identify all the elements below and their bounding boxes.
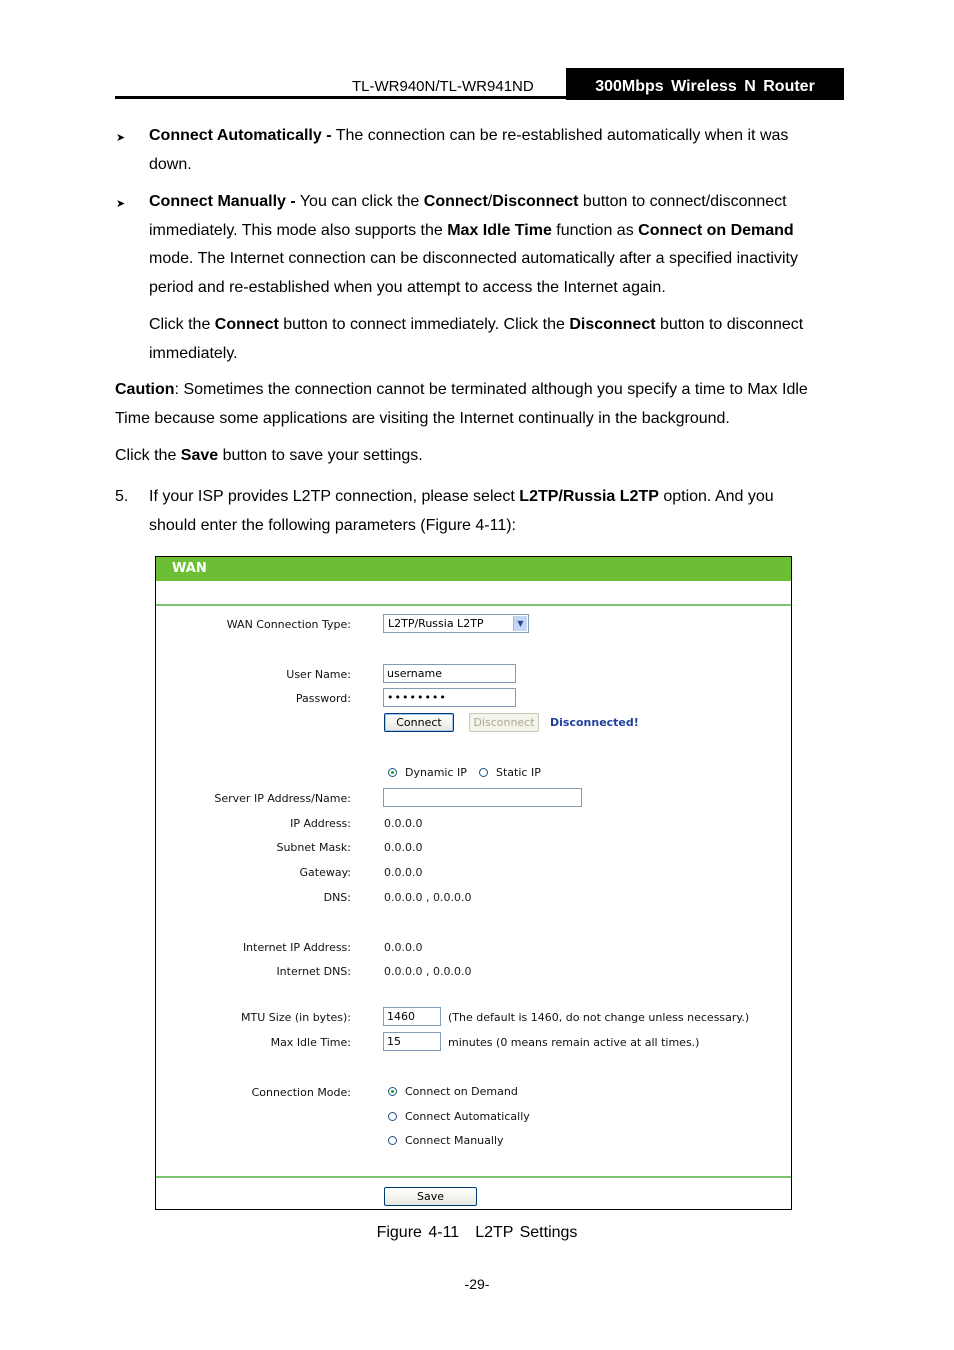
mode-manual-label: Connect Manually bbox=[405, 1134, 504, 1147]
mtu-input[interactable]: 1460 bbox=[383, 1007, 441, 1026]
dynamic-ip-label: Dynamic IP bbox=[405, 766, 467, 779]
server-input[interactable] bbox=[383, 788, 582, 807]
mode-label: Connection Mode: bbox=[251, 1086, 351, 1099]
ip-label: IP Address: bbox=[290, 817, 351, 830]
panel-top-rule bbox=[156, 604, 791, 606]
inet-dns-value: 0.0.0.0 , 0.0.0.0 bbox=[384, 965, 472, 978]
panel-bottom-rule bbox=[156, 1176, 791, 1178]
idle-hint: minutes (0 means remain active at all times.) bbox=[448, 1036, 700, 1049]
panel-title: WAN bbox=[156, 557, 791, 581]
inet-dns-label: Internet DNS: bbox=[276, 965, 351, 978]
para-click-connect: Click the Connect button to connect immediately. Click the Disconnect button to disconnect immediately. bbox=[149, 316, 804, 362]
idle-label: Max Idle Time: bbox=[270, 1036, 351, 1049]
static-ip-radio[interactable] bbox=[479, 768, 488, 777]
header-product: 300Mbps Wireless N Router bbox=[566, 68, 844, 100]
bullet-arrow-icon: ➤ bbox=[116, 132, 126, 144]
dns-label: DNS: bbox=[323, 891, 351, 904]
password-input[interactable]: •••••••• bbox=[383, 688, 516, 707]
page-number: -29- bbox=[464, 1276, 490, 1292]
wan-settings-panel bbox=[155, 556, 792, 1210]
inet-ip-value: 0.0.0.0 bbox=[384, 941, 423, 954]
mode-demand-label: Connect on Demand bbox=[405, 1085, 518, 1098]
connect-button[interactable]: Connect bbox=[384, 713, 454, 732]
username-input[interactable]: username bbox=[383, 664, 516, 683]
inet-ip-label: Internet IP Address: bbox=[242, 941, 351, 954]
para-caution: Caution: Sometimes the connection cannot be terminated although you specify a time to Max Idle Time because some applications are visiting the Internet continually in the background. bbox=[115, 381, 808, 427]
bullet-arrow-icon: ➤ bbox=[116, 198, 126, 210]
mask-label: Subnet Mask: bbox=[276, 841, 351, 854]
step-number: 5. bbox=[115, 488, 129, 505]
mode-auto-radio[interactable] bbox=[388, 1112, 397, 1121]
header-rule bbox=[115, 96, 844, 99]
static-ip-label: Static IP bbox=[496, 766, 541, 779]
ip-value: 0.0.0.0 bbox=[384, 817, 423, 830]
idle-input[interactable]: 15 bbox=[383, 1032, 441, 1051]
password-label: Password: bbox=[295, 692, 351, 705]
server-label: Server IP Address/Name: bbox=[214, 792, 351, 805]
mask-value: 0.0.0.0 bbox=[384, 841, 423, 854]
para-connect-auto: Connect Automatically - The connection can be re-established automatically when it was down. bbox=[149, 127, 789, 173]
header-model: TL-WR940N/TL-WR941ND bbox=[352, 78, 534, 95]
mode-manual-radio[interactable] bbox=[388, 1136, 397, 1145]
connection-status: Disconnected! bbox=[550, 716, 639, 729]
disconnect-button[interactable]: Disconnect bbox=[469, 713, 539, 732]
dns-value: 0.0.0.0 , 0.0.0.0 bbox=[384, 891, 472, 904]
wan-type-label: WAN Connection Type: bbox=[226, 618, 351, 631]
mtu-hint: (The default is 1460, do not change unless necessary.) bbox=[448, 1011, 750, 1024]
chevron-down-icon[interactable]: ▼ bbox=[513, 616, 527, 631]
mode-auto-label: Connect Automatically bbox=[405, 1110, 530, 1123]
para-step-5: If your ISP provides L2TP connection, please select L2TP/Russia L2TP option. And you should enter the following parameters (Figure 4-11): bbox=[149, 488, 774, 534]
mode-demand-radio[interactable] bbox=[388, 1087, 397, 1096]
figure-caption: Figure 4-11 L2TP Settings bbox=[376, 1224, 578, 1241]
mtu-label: MTU Size (in bytes): bbox=[241, 1011, 351, 1024]
wan-type-select[interactable]: L2TP/Russia L2TP ▼ bbox=[383, 614, 529, 633]
dynamic-ip-radio[interactable] bbox=[388, 768, 397, 777]
para-connect-manual: Connect Manually - You can click the Connect/Disconnect button to connect/disconnect immediately. This mode also supports the Max Idle Time function as Connect on Demand mode. The Internet connection can be disconnected automatically after a specified inactivity period and re-established when you attempt to access the Internet again. bbox=[149, 193, 798, 296]
gateway-label: Gateway: bbox=[299, 866, 351, 879]
username-label: User Name: bbox=[286, 668, 351, 681]
gateway-value: 0.0.0.0 bbox=[384, 866, 423, 879]
para-save: Click the Save button to save your settings. bbox=[115, 447, 423, 464]
save-button[interactable]: Save bbox=[384, 1187, 477, 1206]
